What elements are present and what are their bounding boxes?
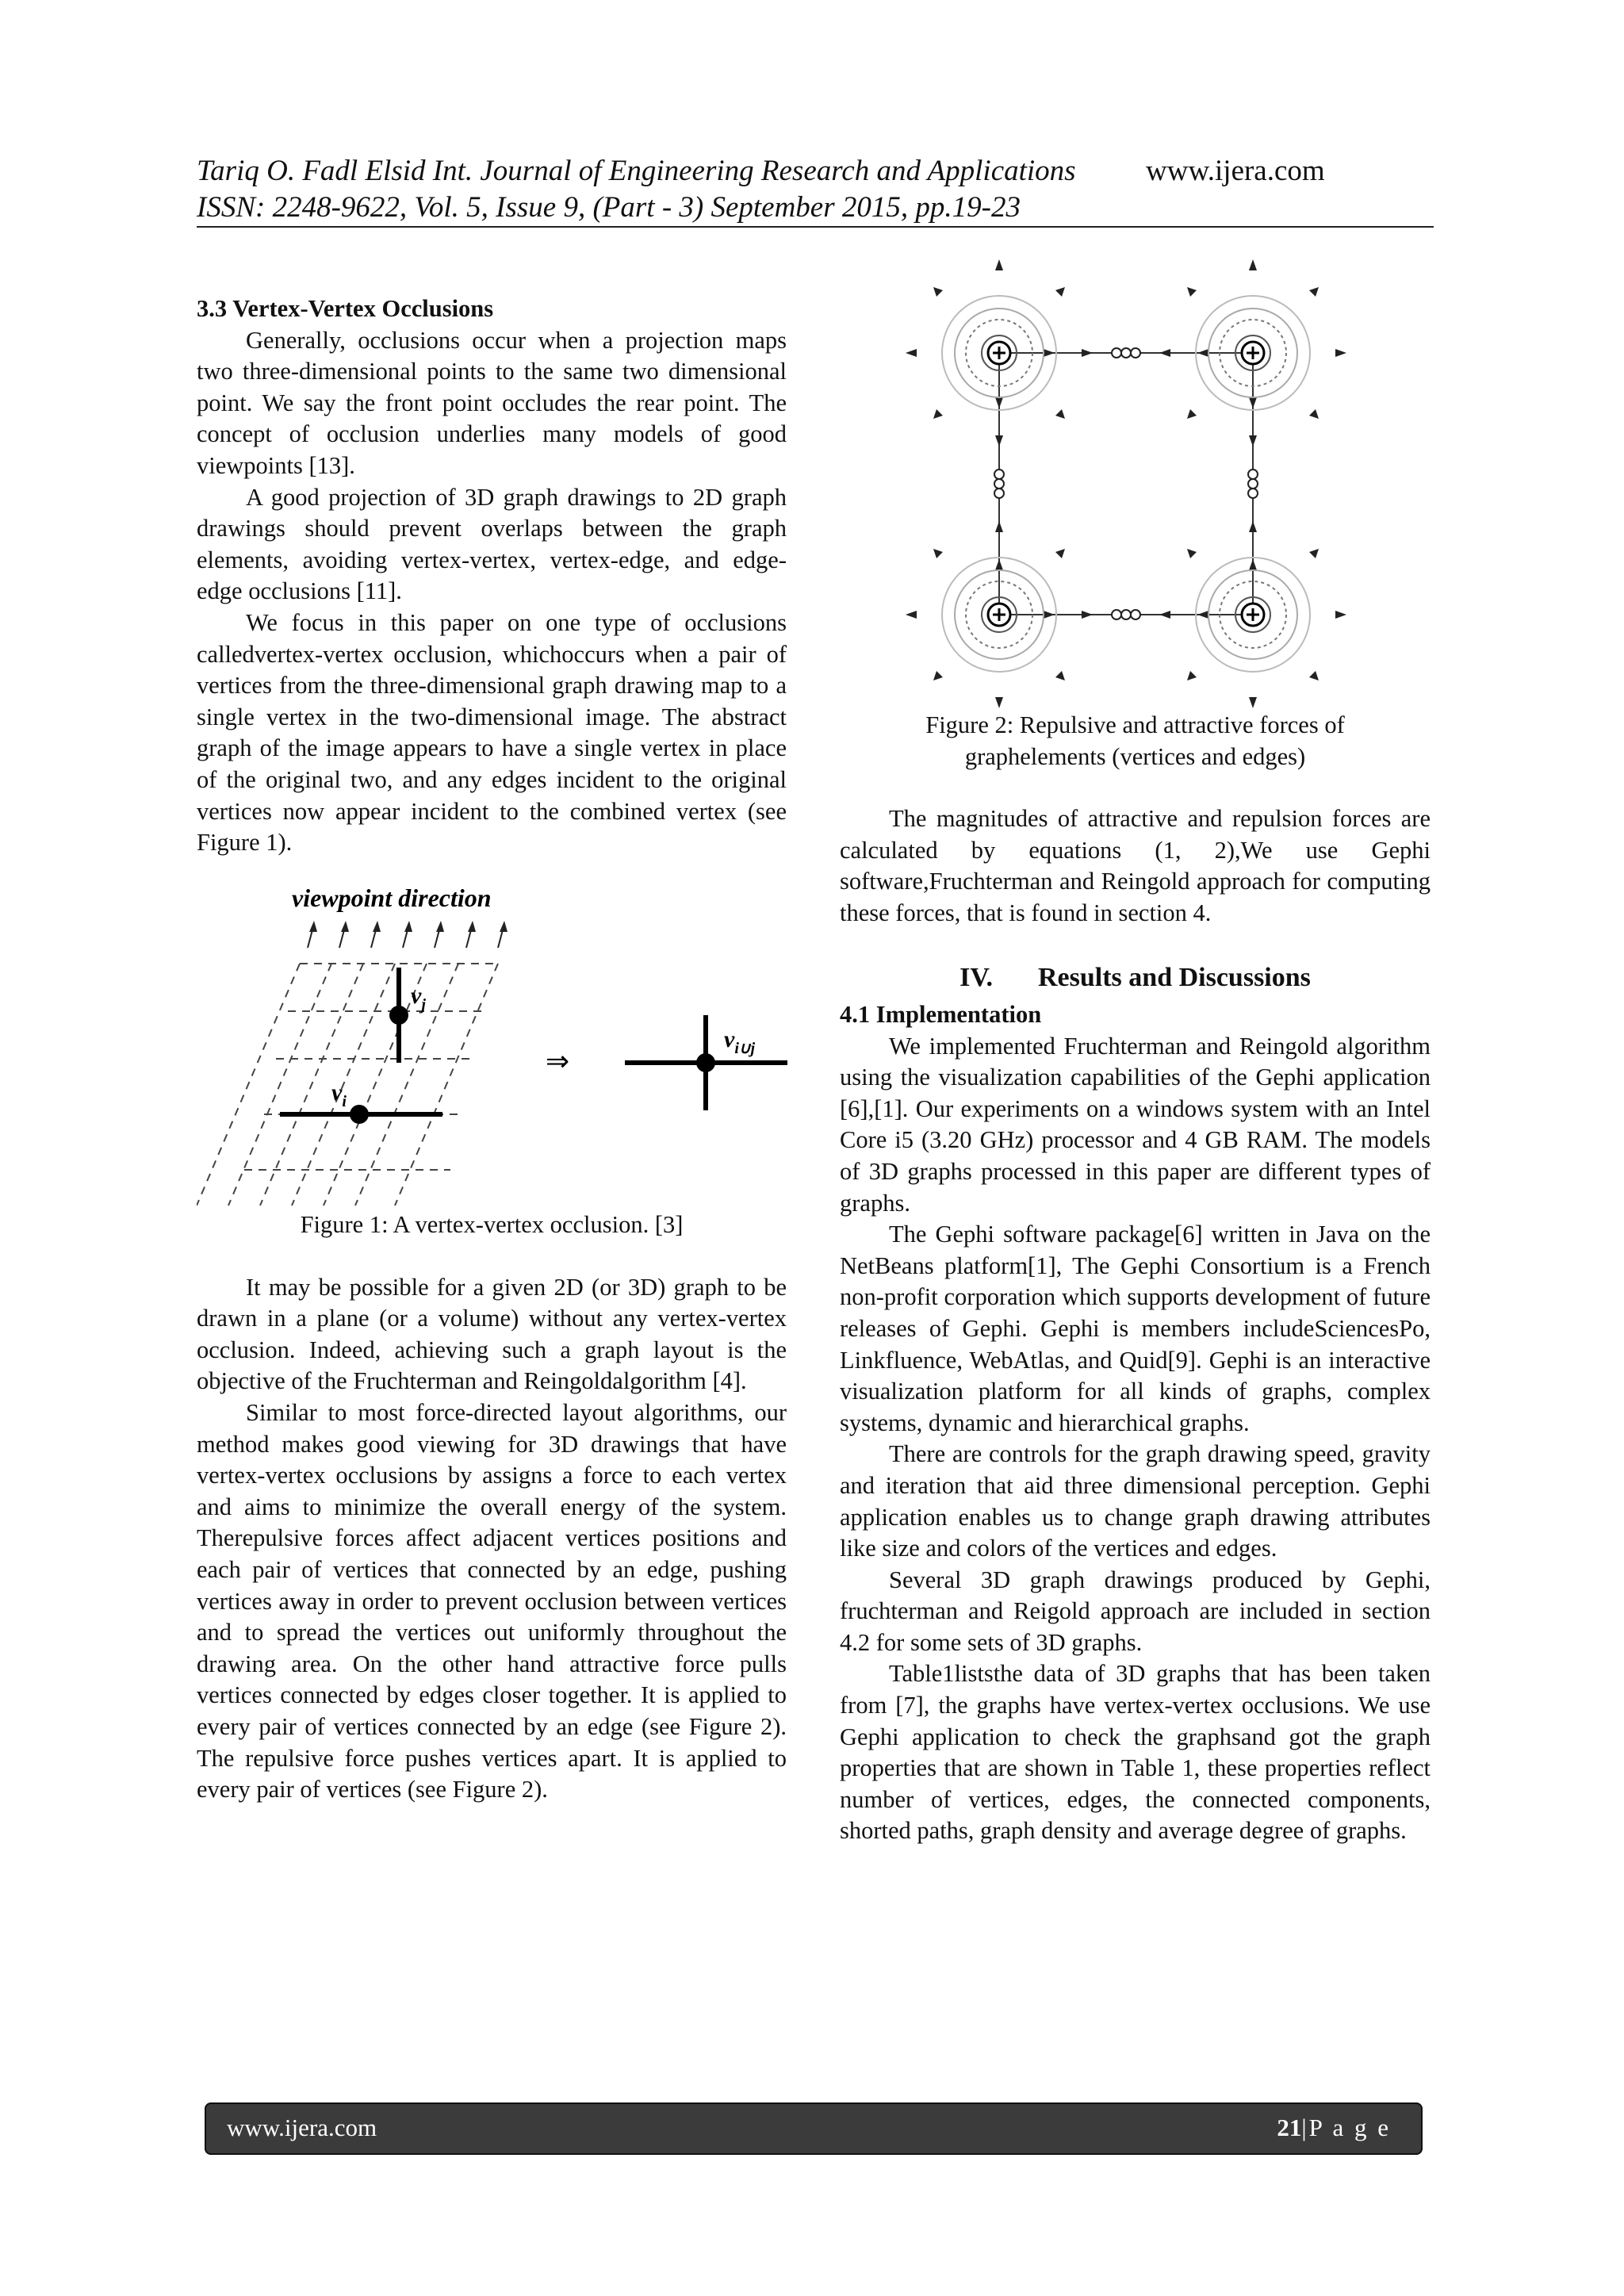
edge-arrows — [995, 349, 1257, 619]
page-footer — [205, 2102, 1423, 2155]
right-column-bottom — [840, 999, 1431, 1847]
label-vi: $v_i$ — [331, 1079, 347, 1110]
figure-2-caption-line-2: graphelements (vertices and edges) — [964, 742, 1306, 770]
paragraph: Generally, occlusions occur when a projection maps two three-dimensional points to the same two dimensional point. We say the front point occludes the rear point. The concept of occlusion underlies many models of good viewpoints [13]. — [197, 326, 787, 479]
section-heading-4-1: 4.1 Implementation — [840, 1001, 1042, 1028]
paragraph: There are controls for the graph drawing speed, gravity and iteration that aid three dimensional perception. Gephi application enables us to change graph drawing attributes like size and colors of the vertices and edges. — [840, 1440, 1431, 1562]
left-column-top — [197, 293, 787, 859]
implication-arrow: ⇒ — [546, 1045, 570, 1078]
running-header — [197, 153, 1434, 226]
footer-page-number: 21|P a g e — [1277, 2114, 1391, 2141]
edges — [999, 353, 1253, 615]
right-column-top — [840, 710, 1431, 930]
paragraph: Table1liststhe data of 3D graphs that has been taken from [7], the graphs have vertex-vertex occlusions. We use Gephi application to check the graphsand got the graph properties that are shown in Table 1, these properties reflect number of vertices, edges, the connected components, shorted paths, graph density and average degree of graphs. — [840, 1660, 1431, 1845]
viewpoint-arrows — [308, 924, 504, 948]
header-line-1 — [197, 153, 1434, 190]
paragraph: A good projection of 3D graph drawings to 2D graph drawings should prevent overlaps between the graph elements, avoiding vertex-vertex, vertex-edge, and edge-edge occlusions [11]. — [197, 483, 787, 605]
springs — [994, 348, 1258, 619]
dashed-grid — [197, 964, 498, 1205]
header-divider — [197, 226, 1434, 228]
header-site-link[interactable]: www.ijera.com — [1146, 155, 1325, 187]
paragraph: It may be possible for a given 2D (or 3D) graph to be drawn in a plane (or a volume) without any vertex-vertex occlusion. Indeed, achieving such a graph layout is the objective of the Fruchterman and Reingoldalgorithm [4]. — [197, 1273, 787, 1395]
label-vj: $v_j$ — [411, 983, 426, 1014]
vertex-merged — [625, 1015, 787, 1110]
label-vij: $v_{i\cup j}$ — [724, 1026, 756, 1057]
section-title: Results and Discussions — [1038, 963, 1311, 992]
paragraph: The Gephi software package[6] written in Java on the NetBeans platform[1], The Gephi Consortium is a French non-profit corporation which supports development of future releases of Gephi. Gephi is members includeSciencesPo, Linkfluence, WebAtlas, and Quid[9]. Gephi is an interactive visualization platform for all kinds of graphs, complex systems, dynamic and hierarchical graphs. — [840, 1221, 1431, 1436]
figure-1-title: viewpoint direction — [292, 884, 492, 912]
footer-site-link[interactable]: www.ijera.com — [227, 2114, 377, 2141]
journal-title: Tariq O. Fadl Elsid Int. Journal of Engineering Research and Applications — [197, 155, 1076, 187]
paragraph: We focus in this paper on one type of occlusions calledvertex-vertex occlusion, whichoccurs when a pair of vertices from the three-dimensional graph drawing map to a single vertex in the two-dimensional image. The abstract graph of the image appears to have a single vertex in place of the original two, and any edges incident to the original vertices now appear incident to the combined vertex (see Figure 1). — [197, 608, 787, 857]
paragraph: We implemented Fruchterman and Reingold algorithm using the visualization capabilities of the Gephi application [6],[1]. Our experiments on a windows system with an Intel Core i5 (3.20 GHz) processor and 4 GB RAM. The models of 3D graphs processed in this paper are different types of graphs. — [840, 1032, 1431, 1217]
vertex-vi — [280, 1105, 442, 1124]
figure-2-forces — [888, 258, 1364, 710]
vertex-vj — [389, 968, 408, 1063]
header-issn-line: ISSN: 2248-9622, Vol. 5, Issue 9, (Part - 3) September 2015, pp.19-23 — [197, 191, 1021, 224]
figure-1-vertex-occlusion — [197, 884, 791, 1217]
section-title-iv — [840, 960, 1431, 996]
section-heading-3-3: 3.3 Vertex-Vertex Occlusions — [197, 295, 494, 322]
figure-2-caption-line-1: Figure 2: Repulsive and attractive forces of — [925, 711, 1345, 738]
left-column-bottom — [197, 1209, 787, 1806]
figure-1-caption: Figure 1: A vertex-vertex occlusion. [3] — [300, 1211, 684, 1238]
section-number: IV. — [959, 963, 993, 992]
viewpoint-arrowheads — [309, 921, 508, 932]
paragraph: Similar to most force-directed layout algorithms, our method makes good viewing for 3D drawings that have vertex-vertex occlusions by assigns a force to each vertex and aims to minimize the overall energy of the system. Therepulsive forces affect adjacent vertices positions and each pair of vertices that connected by an edge, pushing vertices away in order to prevent occlusion between vertices and to spread the vertices out uniformly throughout the drawing area. On the other hand attractive force pulls vertices connected by edges closer together. It is applied to every pair of vertices connected by an edge (see Figure 2). The repulsive force pushes vertices apart. It is applied to every pair of vertices (see Figure 2). — [197, 1398, 787, 1803]
paragraph: The magnitudes of attractive and repulsion forces are calculated by equations (1, 2),We use Gephi software,Fruchterman and Reingold approach for computing these forces, that is found in section 4. — [840, 805, 1431, 926]
paragraph: Several 3D graph drawings produced by Gephi, fruchterman and Reigold approach are included in section 4.2 for some sets of 3D graphs. — [840, 1566, 1431, 1656]
